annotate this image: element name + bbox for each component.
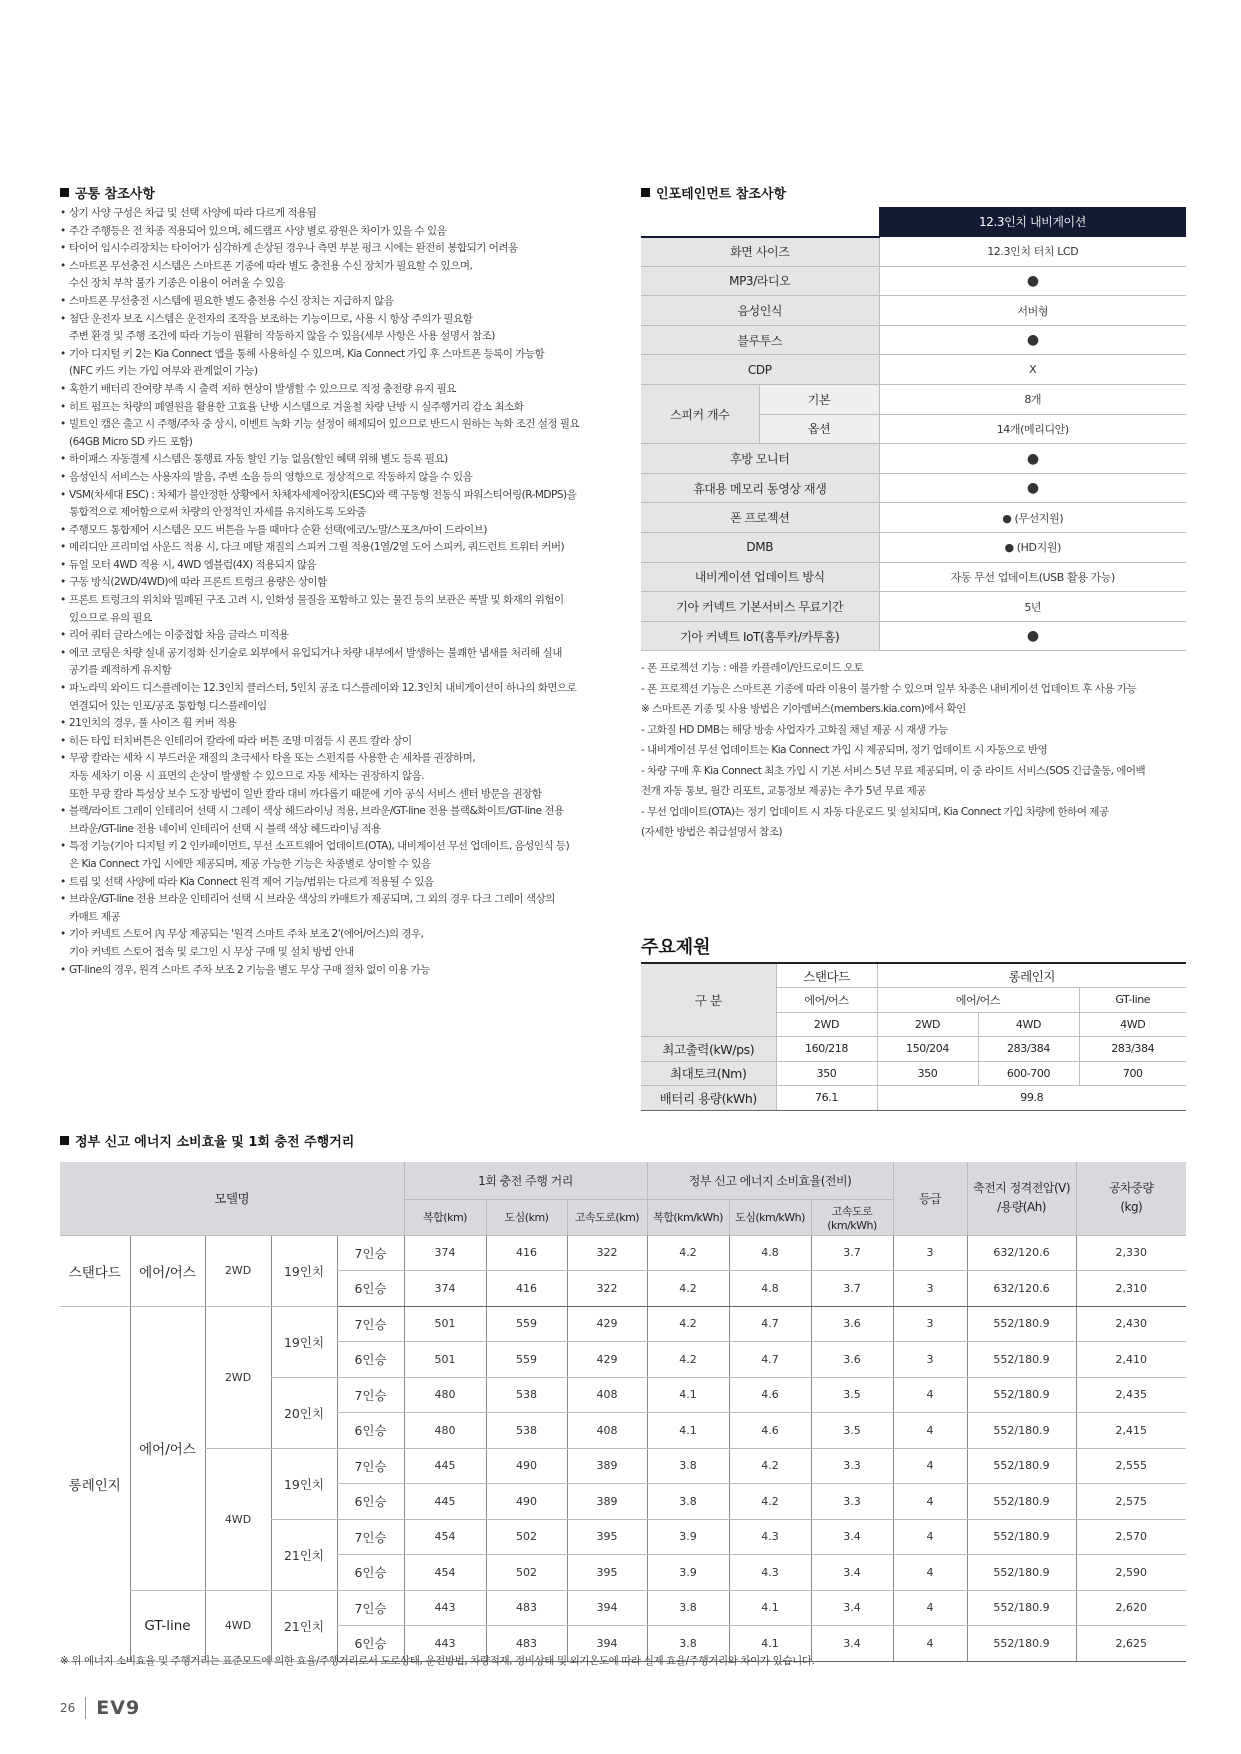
efficiency-cell: 552/180.9 [967, 1448, 1076, 1484]
efficiency-cell: 429 [567, 1342, 647, 1378]
efficiency-row [60, 1448, 1186, 1484]
efficiency-cell: 552/180.9 [967, 1626, 1076, 1662]
efficiency-eff-sub: 고속도로(km/kWh) [811, 1199, 893, 1235]
common-note-item: • 타이어 임시수리장치는 타이어가 심각하게 손상된 경우나 측면 부분 펑크 시에는 완전히 봉합되기 어려움 [60, 240, 620, 258]
infotainment-note: - 무선 업데이트(OTA)는 정기 업데이트 시 자동 다운로드 및 설치되며, Kia Connect 가입 차량에 한하여 제공 (자세한 방법은 취급설명서 참조) [641, 805, 1109, 838]
efficiency-cell: 2,590 [1076, 1555, 1186, 1591]
efficiency-battery-header: 축전지 정격전압(V) /용량(Ah) [967, 1162, 1076, 1235]
efficiency-cell: 2,410 [1076, 1342, 1186, 1378]
efficiency-range-sub: 도심(km) [486, 1199, 567, 1235]
efficiency-cell: 3.8 [647, 1626, 729, 1662]
efficiency-cell: 3.8 [647, 1484, 729, 1520]
common-note-item: • 메리디안 프리미엄 사운드 적용 시, 다크 메탈 재질의 스피커 그릴 적용(1열/2열 도어 스피커, 쿼드런트 트위터 커버) [60, 539, 620, 557]
specs-header-row-1 [641, 963, 1186, 988]
infotainment-row-value: 14개(메리디안) [879, 414, 1186, 444]
efficiency-seats: 7인승 [337, 1306, 404, 1342]
efficiency-cell: 552/180.9 [967, 1590, 1076, 1626]
common-note-item: • VSM(차세대 ESC) : 차체가 불안정한 상황에서 차체자세제어장치(ESC)와 랙 구동형 전동식 파워스티어링(R-MDPS)을 통합적으로 제어함으로써 차량의 안정적인 자세를 유지하도록 도와줌 [60, 487, 620, 522]
infotainment-row [641, 444, 1186, 474]
efficiency-range-sub: 복합(km) [404, 1199, 486, 1235]
common-note-item: • 리어 쿼터 글라스에는 이중접합 차음 글라스 미적용 [60, 627, 620, 645]
infotainment-row [641, 325, 1186, 355]
specs-trim-longrange: 롱레인지 [877, 963, 1186, 988]
efficiency-group-label: 20인치 [271, 1377, 337, 1448]
efficiency-cell: 538 [486, 1377, 567, 1413]
infotainment-row-label: 블루투스 [641, 325, 879, 355]
efficiency-model-header: 모델명 [60, 1162, 404, 1235]
infotainment-row-sublabel: 기본 [759, 385, 879, 415]
efficiency-cell: 395 [567, 1555, 647, 1591]
specs-row-label: 최고출력(kW/ps) [641, 1037, 776, 1062]
efficiency-cell: 394 [567, 1590, 647, 1626]
efficiency-group-label: 2WD [205, 1235, 271, 1306]
efficiency-cell: 502 [486, 1555, 567, 1591]
efficiency-cell: 4.1 [647, 1377, 729, 1413]
efficiency-group-label: GT-line [130, 1590, 205, 1661]
efficiency-cell: 389 [567, 1484, 647, 1520]
infotainment-row-value: ● (무선지원) [879, 503, 1186, 533]
efficiency-cell: 2,330 [1076, 1235, 1186, 1271]
efficiency-group-label: 19인치 [271, 1306, 337, 1377]
specs-cell: 150/204 [877, 1037, 978, 1062]
specs-drive: 2WD [877, 1012, 978, 1037]
common-note-item: • 히든 타입 터치버튼은 인테리어 칼라에 따라 버튼 조명 미점등 시 폰트 칼라 상이 [60, 733, 620, 751]
infotainment-row [641, 533, 1186, 563]
efficiency-cell: 552/180.9 [967, 1306, 1076, 1342]
infotainment-row-label: 내비게이션 업데이트 방식 [641, 562, 879, 592]
infotainment-row-value: 12.3인치 터치 LCD [879, 237, 1186, 267]
common-notes-title-text: 공통 참조사항 [75, 187, 155, 202]
efficiency-group-label: 19인치 [271, 1235, 337, 1306]
efficiency-cell: 2,555 [1076, 1448, 1186, 1484]
specs-cell: 350 [776, 1061, 877, 1086]
efficiency-cell: 454 [404, 1555, 486, 1591]
common-notes-title [60, 183, 155, 202]
infotainment-row-value: ● [879, 444, 1186, 474]
infotainment-note: - 폰 프로젝션 기능 : 애플 카플레이/안드로이드 오토 [641, 662, 864, 674]
efficiency-cell: 4.6 [729, 1377, 811, 1413]
infotainment-row [641, 562, 1186, 592]
efficiency-cell: 4.2 [647, 1271, 729, 1307]
efficiency-cell: 4.1 [647, 1413, 729, 1449]
efficiency-cell: 490 [486, 1448, 567, 1484]
efficiency-cell: 4.2 [647, 1306, 729, 1342]
specs-row-label: 최대토크(Nm) [641, 1061, 776, 1086]
efficiency-cell: 4 [893, 1448, 967, 1484]
efficiency-cell: 502 [486, 1519, 567, 1555]
efficiency-cell: 454 [404, 1519, 486, 1555]
specs-cell: 700 [1079, 1061, 1186, 1086]
efficiency-cell: 416 [486, 1235, 567, 1271]
common-note-item: • 21인치의 경우, 풀 사이즈 휠 커버 적용 [60, 715, 620, 733]
specs-drive: 2WD [776, 1012, 877, 1037]
efficiency-group-label: 2WD [205, 1306, 271, 1448]
efficiency-cell: 2,620 [1076, 1590, 1186, 1626]
specs-cell: 283/384 [978, 1037, 1079, 1062]
common-notes-list [60, 205, 620, 979]
efficiency-title-text: 정부 신고 에너지 소비효율 및 1회 충전 주행거리 [75, 1135, 355, 1150]
infotainment-row-sublabel: 옵션 [759, 414, 879, 444]
common-note-item: • 혹한기 배터리 잔여량 부족 시 출력 저하 현상이 발생할 수 있으므로 적정 충전량 유지 필요 [60, 381, 620, 399]
common-notes [60, 205, 620, 979]
efficiency-weight-header: 공차중량 (kg) [1076, 1162, 1186, 1235]
efficiency-cell: 408 [567, 1413, 647, 1449]
specs-trim-standard: 스탠다드 [776, 963, 877, 988]
common-note-item: • 주행모드 통합제어 시스템은 모드 버튼을 누를 때마다 순환 선택(에코/노말/스포츠/마이 드라이브) [60, 522, 620, 540]
infotainment-header: 12.3인치 내비게이션 [879, 207, 1186, 237]
efficiency-cell: 552/180.9 [967, 1413, 1076, 1449]
efficiency-eff-header: 정부 신고 에너지 소비효율(전비) [647, 1162, 893, 1199]
infotainment-header-row [641, 207, 1186, 237]
efficiency-cell: 2,625 [1076, 1626, 1186, 1662]
efficiency-cell: 445 [404, 1448, 486, 1484]
efficiency-cell: 501 [404, 1342, 486, 1378]
efficiency-cell: 3.8 [647, 1448, 729, 1484]
common-note-item: • 스마트폰 무선충전 시스템에 필요한 별도 충전용 수신 장치는 지급하지 않음 [60, 293, 620, 311]
common-note-item: • 음성인식 서비스는 사용자의 발음, 주변 소음 등의 영향으로 정상적으로 작동하지 않을 수 있음 [60, 469, 620, 487]
page-number: 26 [60, 1701, 76, 1715]
specs-cell: 76.1 [776, 1086, 877, 1111]
efficiency-seats: 7인승 [337, 1448, 404, 1484]
specs-drive: 4WD [978, 1012, 1079, 1037]
efficiency-cell: 4.8 [729, 1271, 811, 1307]
efficiency-cell: 552/180.9 [967, 1377, 1076, 1413]
efficiency-cell: 4.8 [729, 1235, 811, 1271]
efficiency-cell: 395 [567, 1519, 647, 1555]
efficiency-cell: 3 [893, 1306, 967, 1342]
efficiency-cell: 4.2 [729, 1448, 811, 1484]
efficiency-cell: 443 [404, 1590, 486, 1626]
efficiency-cell: 4 [893, 1413, 967, 1449]
efficiency-cell: 552/180.9 [967, 1555, 1076, 1591]
efficiency-cell: 2,430 [1076, 1306, 1186, 1342]
efficiency-seats: 7인승 [337, 1590, 404, 1626]
efficiency-range-header: 1회 충전 주행 거리 [404, 1162, 647, 1199]
efficiency-table [60, 1162, 1186, 1662]
efficiency-cell: 483 [486, 1626, 567, 1662]
specs-cell: 600-700 [978, 1061, 1079, 1086]
efficiency-group-label: 에어/어스 [130, 1235, 205, 1306]
common-note-item: • 에코 코팅은 차량 실내 공기정화 신기술로 외부에서 유입되거나 차량 내부에서 발생하는 불쾌한 냄새를 처리해 실내 공기를 쾌적하게 유지함 [60, 645, 620, 680]
specs-cell: 283/384 [1079, 1037, 1186, 1062]
specs-table [641, 962, 1186, 1111]
infotainment-row-value: ● [879, 621, 1186, 651]
infotainment-notes [641, 658, 1201, 843]
infotainment-row-value: ● (HD지원) [879, 533, 1186, 563]
efficiency-cell: 4.2 [729, 1484, 811, 1520]
infotainment-title-text: 인포테인먼트 참조사항 [656, 187, 787, 202]
efficiency-cell: 3.6 [811, 1306, 893, 1342]
efficiency-cell: 322 [567, 1271, 647, 1307]
infotainment-row-value: ● [879, 266, 1186, 296]
infotainment-note: - 차량 구매 후 Kia Connect 최초 가입 시 기본 서비스 5년 무료 제공되며, 이 중 라이트 서비스(SOS 긴급출동, 에어백 전개 자동 통보, 월간 리포트, 교통정보 제공)는 추가 5년 무료 제공 [641, 764, 1146, 797]
efficiency-cell: 538 [486, 1413, 567, 1449]
efficiency-seats: 6인승 [337, 1484, 404, 1520]
efficiency-cell: 552/180.9 [967, 1484, 1076, 1520]
infotainment-row-label: DMB [641, 533, 879, 563]
infotainment-row [641, 355, 1186, 385]
efficiency-cell: 394 [567, 1626, 647, 1662]
efficiency-group-label: 스탠다드 [60, 1235, 130, 1306]
efficiency-range-sub: 고속도로(km) [567, 1199, 647, 1235]
efficiency-cell: 3.4 [811, 1626, 893, 1662]
efficiency-cell: 632/120.6 [967, 1271, 1076, 1307]
efficiency-cell: 3.7 [811, 1271, 893, 1307]
infotainment-row-label: 기아 커넥트 IoT(홈투카/카투홈) [641, 621, 879, 651]
common-note-item: • 무광 칼라는 세차 시 부드러운 재질의 초극세사 타올 또는 스펀지를 사용한 손 세차를 권장하며, 자동 세차기 이용 시 표면의 손상이 발생할 수 있으므로 자동 세차는 권장하지 않음. 또한 무광 칼라 특성상 보수 도장 방법이 일반 칼라 대비 까다롭기 때문에 기아 공식 서비스 센터 방문을 권장함 [60, 750, 620, 803]
efficiency-cell: 2,310 [1076, 1271, 1186, 1307]
efficiency-group-label: 21인치 [271, 1519, 337, 1590]
common-note-item: • 기아 디지털 키 2는 Kia Connect 앱을 통해 사용하실 수 있으며, Kia Connect 가입 후 스마트폰 등록이 가능함 (NFC 카드 키는 가입 여부와 관계없이 가능) [60, 346, 620, 381]
efficiency-cell: 552/180.9 [967, 1342, 1076, 1378]
efficiency-seats: 6인승 [337, 1626, 404, 1662]
specs-drive: 4WD [1079, 1012, 1186, 1037]
efficiency-cell: 4 [893, 1484, 967, 1520]
specs-cell: 350 [877, 1061, 978, 1086]
efficiency-cell: 4.2 [647, 1342, 729, 1378]
infotainment-row-value: 8개 [879, 385, 1186, 415]
infotainment-row-label: 음성인식 [641, 296, 879, 326]
efficiency-cell: 632/120.6 [967, 1235, 1076, 1271]
footer-divider [85, 1697, 86, 1719]
specs-sub-gtline: GT-line [1079, 988, 1186, 1013]
common-note-item: • 트림 및 선택 사양에 따라 Kia Connect 원격 제어 기능/범위는 다르게 적용될 수 있음 [60, 874, 620, 892]
infotainment-row [641, 385, 1186, 415]
efficiency-grade-header: 등급 [893, 1162, 967, 1235]
efficiency-group-label: 에어/어스 [130, 1306, 205, 1590]
efficiency-cell: 4 [893, 1377, 967, 1413]
common-note-item: • 파노라믹 와이드 디스플레이는 12.3인치 클러스터, 5인치 공조 디스플레이와 12.3인치 내비게이션이 하나의 화면으로 연결되어 있는 인포/공조 통합형 디스플레이임 [60, 680, 620, 715]
infotainment-row [641, 296, 1186, 326]
infotainment-row-value: 5년 [879, 592, 1186, 622]
infotainment-row-value: ● [879, 473, 1186, 503]
common-note-item: • 블랙/라이트 그레이 인테리어 선택 시 그레이 색상 헤드라이닝 적용, 브라운/GT-line 전용 블랙&화이트/GT-line 전용 브라운/GT-line 전용 네이비 인테리어 선택 시 블랙 색상 헤드라이닝 적용 [60, 803, 620, 838]
efficiency-seats: 6인승 [337, 1342, 404, 1378]
efficiency-cell: 4 [893, 1626, 967, 1662]
specs-title: 주요제원 [641, 937, 711, 958]
common-note-item: • 히트 펌프는 차량의 폐열원을 활용한 고효율 난방 시스템으로 겨울철 차량 난방 시 실주행거리 감소 최소화 [60, 399, 620, 417]
infotainment-row-label: 스피커 개수 [641, 385, 759, 444]
efficiency-cell: 3.4 [811, 1590, 893, 1626]
efficiency-seats: 6인승 [337, 1555, 404, 1591]
efficiency-cell: 408 [567, 1377, 647, 1413]
page-footer [60, 1697, 140, 1719]
efficiency-cell: 480 [404, 1377, 486, 1413]
common-note-item: • 프론트 트렁크의 위치와 밀폐된 구조 고려 시, 인화성 물질을 포함하고 있는 물건 등의 보관은 폭발 및 화재의 위험이 있으므로 유의 필요 [60, 592, 620, 627]
square-bullet-icon [60, 188, 69, 197]
efficiency-row [60, 1590, 1186, 1626]
infotainment-row-value: 자동 무선 업데이트(USB 활용 가능) [879, 562, 1186, 592]
infotainment-row [641, 266, 1186, 296]
efficiency-cell: 483 [486, 1590, 567, 1626]
efficiency-cell: 4.3 [729, 1519, 811, 1555]
efficiency-row [60, 1235, 1186, 1271]
efficiency-cell: 3.3 [811, 1448, 893, 1484]
infotainment-row [641, 237, 1186, 267]
efficiency-cell: 2,435 [1076, 1377, 1186, 1413]
efficiency-header-row-1 [60, 1162, 1186, 1199]
common-note-item: • GT-line의 경우, 원격 스마트 주차 보조 2 기능을 별도 무상 구매 절차 없이 이용 가능 [60, 962, 620, 980]
efficiency-group-label: 21인치 [271, 1590, 337, 1661]
efficiency-cell: 322 [567, 1235, 647, 1271]
efficiency-cell: 3.9 [647, 1519, 729, 1555]
efficiency-cell: 3.7 [811, 1235, 893, 1271]
efficiency-cell: 429 [567, 1306, 647, 1342]
common-note-item: • 하이패스 자동결제 시스템은 통행료 자동 할인 기능 없음(할인 혜택 위해 별도 등록 필요) [60, 451, 620, 469]
infotainment-row-value: ● [879, 325, 1186, 355]
efficiency-cell: 4.7 [729, 1342, 811, 1378]
efficiency-title [60, 1131, 354, 1150]
infotainment-row-label: 기아 커넥트 기본서비스 무료기간 [641, 592, 879, 622]
infotainment-header-blank [641, 207, 879, 237]
efficiency-cell: 3 [893, 1235, 967, 1271]
efficiency-cell: 374 [404, 1271, 486, 1307]
common-note-item: • 듀얼 모터 4WD 적용 시, 4WD 엠블럼(4X) 적용되지 않음 [60, 557, 620, 575]
infotainment-row-label: 후방 모니터 [641, 444, 879, 474]
efficiency-eff-sub: 복합(km/kWh) [647, 1199, 729, 1235]
infotainment-note: - 폰 프로젝션 기능은 스마트폰 기종에 따라 이용이 불가할 수 있으며 일부 차종은 내비게이션 업데이트 후 사용 가능 ※ 스마트폰 기종 및 사용 방법은 기아멤버스(members.kia.com)에서 확인 [641, 682, 1137, 715]
infotainment-table-body [641, 207, 1186, 651]
efficiency-cell: 501 [404, 1306, 486, 1342]
efficiency-cell: 552/180.9 [967, 1519, 1076, 1555]
infotainment-row-label: 휴대용 메모리 동영상 재생 [641, 473, 879, 503]
efficiency-cell: 416 [486, 1271, 567, 1307]
efficiency-cell: 2,575 [1076, 1484, 1186, 1520]
square-bullet-icon [60, 1136, 69, 1145]
efficiency-cell: 443 [404, 1626, 486, 1662]
efficiency-seats: 7인승 [337, 1519, 404, 1555]
infotainment-row [641, 503, 1186, 533]
specs-row-power [641, 1037, 1186, 1062]
efficiency-group-label: 4WD [205, 1448, 271, 1590]
specs-sub-aireos-longrange: 에어/어스 [877, 988, 1079, 1013]
model-logo: EV9 [96, 1697, 141, 1719]
specs-cell: 99.8 [877, 1086, 1186, 1111]
infotainment-row [641, 621, 1186, 651]
common-note-item: • 특정 기능(기아 디지털 키 2 인카페이먼트, 무선 소프트웨어 업데이트(OTA), 내비게이션 무선 업데이트, 음성인식 등) 은 Kia Connect 가입 시에만 제공되며, 제공 가능한 기능은 차종별로 상이할 수 있음 [60, 838, 620, 873]
specs-label-header: 구 분 [641, 963, 776, 1037]
efficiency-cell: 3.3 [811, 1484, 893, 1520]
efficiency-eff-sub: 도심(km/kWh) [729, 1199, 811, 1235]
infotainment-row [641, 592, 1186, 622]
infotainment-note: - 내비게이션 무선 업데이트는 Kia Connect 가입 시 제공되며, 정기 업데이트 시 자동으로 반영 [641, 744, 1048, 756]
common-note-item: • 주간 주행등은 전 차종 적용되어 있으며, 헤드램프 사양 별로 광원은 차이가 있을 수 있음 [60, 223, 620, 241]
efficiency-cell: 4 [893, 1519, 967, 1555]
common-note-item: • 첨단 운전자 보조 시스템은 운전자의 조작을 보조하는 기능이므로, 사용 시 항상 주의가 필요함 주변 환경 및 주행 조건에 따라 기능이 원활히 작동하지 않을 수 있음(세부 사항은 사용 설명서 참조) [60, 311, 620, 346]
efficiency-seats: 7인승 [337, 1377, 404, 1413]
efficiency-cell: 559 [486, 1342, 567, 1378]
common-note-item: • 빌트인 캠은 출고 시 주행/주차 중 상시, 이벤트 녹화 기능 설정이 해제되어 있으므로 반드시 원하는 녹화 조건 설정 필요 (64GB Micro SD 카드 포함) [60, 416, 620, 451]
efficiency-cell: 3.6 [811, 1342, 893, 1378]
efficiency-cell: 3.5 [811, 1377, 893, 1413]
common-note-item: • 구동 방식(2WD/4WD)에 따라 프론트 트렁크 용량은 상이함 [60, 574, 620, 592]
efficiency-cell: 3.4 [811, 1555, 893, 1591]
efficiency-seats: 7인승 [337, 1235, 404, 1271]
efficiency-cell: 4.3 [729, 1555, 811, 1591]
infotainment-note: - 고화질 HD DMB는 해당 방송 사업자가 고화질 채널 제공 시 재생 가능 [641, 723, 948, 736]
efficiency-cell: 3 [893, 1342, 967, 1378]
common-note-item: • 상기 사양 구성은 차급 및 선택 사양에 따라 다르게 적용됨 [60, 205, 620, 223]
efficiency-table-body [60, 1235, 1186, 1661]
infotainment-table [641, 207, 1186, 651]
efficiency-cell: 480 [404, 1413, 486, 1449]
efficiency-footnote: ※ 위 에너지 소비효율 및 주행거리는 표준모드에 의한 효율/주행거리로서 도로상태, 운전방법, 차량적재, 정비상태 및 외기온도에 따라 실제 효율/주행거리와 차이가 있습니다. [60, 1655, 815, 1667]
infotainment-row-value: X [879, 355, 1186, 385]
common-note-item: • 기아 커넥트 스토어 內 무상 제공되는 '원격 스마트 주차 보조 2'(에어/어스)의 경우, 기아 커넥트 스토어 접속 및 로그인 시 무상 구매 및 설치 방법 안내 [60, 926, 620, 961]
efficiency-cell: 4.1 [729, 1626, 811, 1662]
efficiency-cell: 490 [486, 1484, 567, 1520]
common-note-item: • 스마트폰 무선충전 시스템은 스마트폰 기종에 따라 별도 충전용 수신 장치가 필요할 수 있으며, 수신 장치 부착 불가 기종은 이용이 어려울 수 있음 [60, 258, 620, 293]
efficiency-cell: 4 [893, 1590, 967, 1626]
square-bullet-icon [641, 188, 650, 197]
efficiency-group-label: 롱레인지 [60, 1306, 130, 1661]
specs-row-battery [641, 1086, 1186, 1111]
efficiency-cell: 2,570 [1076, 1519, 1186, 1555]
efficiency-cell: 559 [486, 1306, 567, 1342]
infotainment-row-label: MP3/라디오 [641, 266, 879, 296]
infotainment-row [641, 473, 1186, 503]
efficiency-seats: 6인승 [337, 1413, 404, 1449]
specs-row-label: 배터리 용량(kWh) [641, 1086, 776, 1111]
efficiency-cell: 3.9 [647, 1555, 729, 1591]
efficiency-cell: 389 [567, 1448, 647, 1484]
efficiency-cell: 445 [404, 1484, 486, 1520]
efficiency-cell: 3.4 [811, 1519, 893, 1555]
infotainment-title [641, 183, 786, 202]
infotainment-row-value: 서버형 [879, 296, 1186, 326]
efficiency-group-label: 19인치 [271, 1448, 337, 1519]
efficiency-cell: 3.5 [811, 1413, 893, 1449]
efficiency-cell: 4.6 [729, 1413, 811, 1449]
efficiency-row [60, 1306, 1186, 1342]
efficiency-cell: 374 [404, 1235, 486, 1271]
efficiency-cell: 3.8 [647, 1590, 729, 1626]
common-note-item: • 브라운/GT-line 전용 브라운 인테리어 선택 시 브라운 색상의 카매트가 제공되며, 그 외의 경우 다크 그레이 색상의 카매트 제공 [60, 891, 620, 926]
efficiency-seats: 6인승 [337, 1271, 404, 1307]
specs-sub-aireos-standard: 에어/어스 [776, 988, 877, 1013]
efficiency-cell: 3 [893, 1271, 967, 1307]
specs-row-torque [641, 1061, 1186, 1086]
efficiency-cell: 4 [893, 1555, 967, 1591]
specs-cell: 160/218 [776, 1037, 877, 1062]
efficiency-cell: 4.1 [729, 1590, 811, 1626]
efficiency-cell: 2,415 [1076, 1413, 1186, 1449]
infotainment-row-label: 폰 프로젝션 [641, 503, 879, 533]
infotainment-row-label: CDP [641, 355, 879, 385]
infotainment-row-label: 화면 사이즈 [641, 237, 879, 267]
efficiency-cell: 4.7 [729, 1306, 811, 1342]
efficiency-group-label: 4WD [205, 1590, 271, 1661]
efficiency-cell: 4.2 [647, 1235, 729, 1271]
